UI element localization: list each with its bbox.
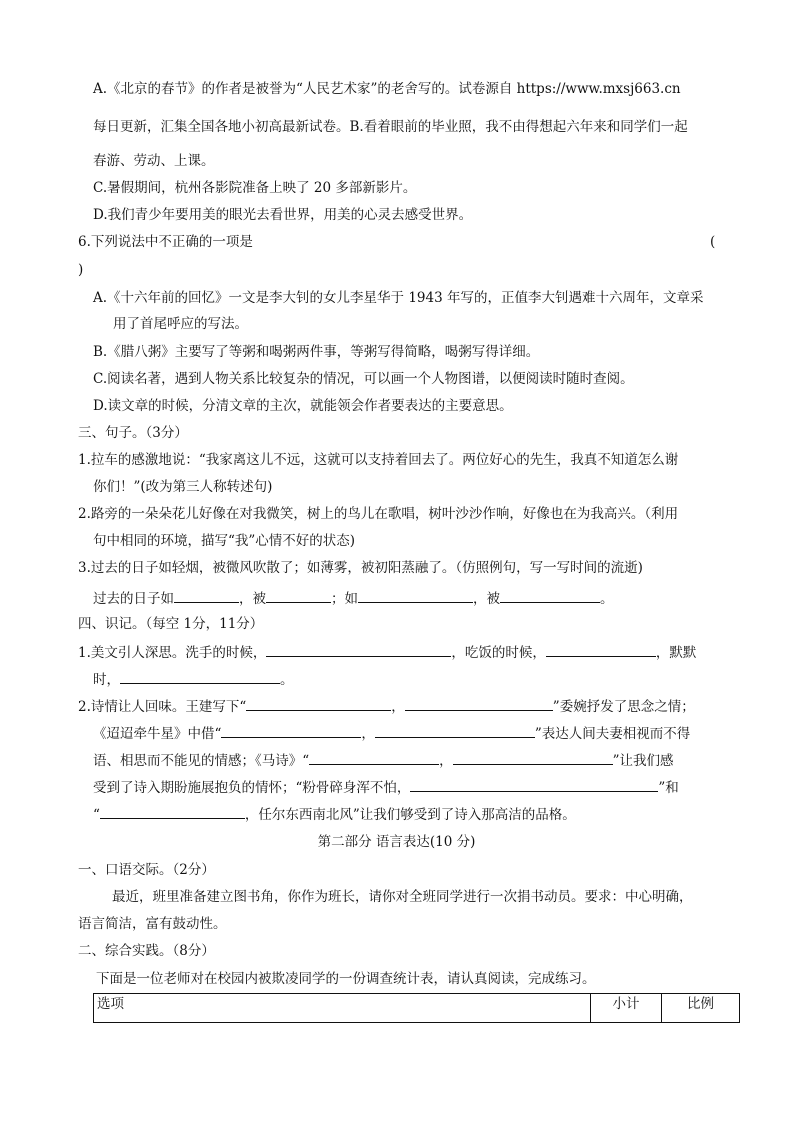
answer-blank[interactable] (266, 588, 331, 603)
s4-q2-text-l: “ (93, 807, 100, 823)
s4-q2-line2 (93, 723, 690, 743)
s4-q1-text-b: ，吃饭的时候， (451, 645, 546, 661)
table-header-row (94, 994, 740, 1023)
q6-paren-close: ) (78, 262, 84, 278)
s4-q2-text-d: 《迢迢牵牛星》中借“ (93, 726, 222, 742)
s4-q2-text-i: ”让我们感 (612, 753, 674, 769)
s4-q2-text-e: ， (361, 726, 375, 742)
answer-blank[interactable] (100, 804, 245, 819)
s4-q2-line3 (93, 750, 674, 770)
s3-q3-line1: 3.过去的日子如轻烟，被微风吹散了；如薄雾，被初阳蒸融了。（仿照例句，写一写时间的流逝) (78, 560, 643, 576)
s4-q2-text-a: 2.诗情让人回味。王建写下“ (78, 699, 247, 715)
table-header-ratio: 比例 (662, 994, 740, 1023)
q6-option-a-line2: 用了首尾呼应的写法。 (113, 316, 248, 332)
s4-q2-text-h: ， (439, 753, 453, 769)
part2-s1-heading: 一、口语交际。（2分） (78, 862, 215, 878)
part2-s1-line2: 语言简洁，富有鼓动性。 (78, 916, 227, 932)
s4-q2-text-g: 语、相思而不能见的情感；《马诗》“ (93, 753, 310, 769)
s4-q2-text-c: ”委婉抒发了思念之情； (552, 699, 695, 715)
q6-stem: 6.下列说法中不正确的一项是 (78, 234, 253, 250)
q5-option-d: D.我们青少年要用美的眼光去看世界，用美的心灵去感受世界。 (93, 207, 473, 223)
s4-q1-text-a: 1.美文引人深思。洗手的时候， (78, 645, 267, 661)
s4-q2-line5 (93, 804, 576, 824)
q5-option-c: C.暑假期间，杭州各影院准备上映了 20 多部新影片。 (93, 180, 417, 196)
s3-q3-fill-line (93, 588, 614, 608)
s3-q3-fill-text-4: ，被 (473, 591, 500, 607)
s3-q2-line2: 句中相同的环境，描写“我”心情不好的状态) (93, 533, 356, 549)
part2-s2-heading: 二、综合实践。（8分） (78, 943, 215, 959)
part2-s1-line1: 最近，班里准备建立图书角，你作为班长，请你对全班同学进行一次捐书动员。要求：中心明确， (112, 889, 693, 905)
s3-q3-fill-text-3: ；如 (331, 591, 358, 607)
s3-q3-fill-text-5: 。 (600, 591, 614, 607)
s4-q2-line1 (78, 696, 695, 716)
s4-q2-text-f: ”表达人间夫妻相视而不得 (534, 726, 691, 742)
q6-option-d: D.读文章的时候，分清文章的主次，就能领会作者要表达的主要意思。 (93, 398, 513, 414)
q5-option-b-line2: 春游、劳动、上课。 (93, 153, 215, 169)
s4-q2-text-m: ，任尔东西南北风”让我们够受到了诗入那高洁的品格。 (244, 807, 576, 823)
s4-q1-line1 (78, 642, 696, 662)
table-header-option: 选项 (94, 994, 591, 1023)
s4-q2-text-j: 受到了诗入期盼施展抱负的情怀；“粉骨碎身浑不怕， (93, 780, 411, 796)
s3-q3-fill-text-1: 过去的日子如 (93, 591, 174, 607)
s4-q1-text-c: ，默默 (655, 645, 697, 661)
q6-option-a-line1: A.《十六年前的回忆》一文是李大钊的女儿李星华于 1943 年写的，正值李大钊遇难十六周年，文章采 (93, 290, 704, 306)
part2-title: 第二部分 语言表达(10 分) (317, 834, 476, 850)
s4-q1-text-e: 。 (280, 672, 294, 688)
answer-blank[interactable] (500, 588, 600, 603)
q5-option-b-line1: 每日更新，汇集全国各地小初高最新试卷。B.看着眼前的毕业照，我不由得想起六年来和同学们一起 (93, 119, 688, 135)
section4-heading: 四、识记。（每空 1分，11分） (78, 616, 264, 632)
answer-blank[interactable] (221, 723, 361, 738)
answer-blank[interactable] (246, 696, 391, 711)
answer-blank[interactable] (546, 642, 656, 657)
s4-q2-text-k: ”和 (658, 780, 679, 796)
table-header-subtotal: 小计 (591, 994, 662, 1023)
answer-blank[interactable] (410, 777, 658, 792)
s4-q2-line4 (93, 777, 679, 797)
s4-q2-text-b: ， (391, 699, 405, 715)
answer-blank[interactable] (405, 696, 553, 711)
answer-blank[interactable] (174, 588, 239, 603)
q6-option-b: B.《腊八粥》主要写了等粥和喝粥两件事，等粥写得简略，喝粥写得详细。 (93, 344, 540, 360)
section3-heading: 三、句子。（3分） (78, 425, 188, 441)
answer-blank[interactable] (358, 588, 473, 603)
answer-blank[interactable] (266, 642, 451, 657)
s3-q3-fill-text-2: ，被 (239, 591, 266, 607)
q6-option-c: C.阅读名著，遇到人物关系比较复杂的情况，可以画一个人物图谱，以便阅读时随时查阅。 (93, 371, 634, 387)
q5-option-a-line1: A.《北京的春节》的作者是被誉为“人民艺术家”的老舍写的。试卷源自 https://www.mxsj663.cn (93, 81, 681, 97)
s4-q1-text-d: 时， (93, 672, 120, 688)
part2-s2-intro: 下面是一位老师对在校园内被欺凌同学的一份调查统计表，请认真阅读，完成练习。 (96, 971, 596, 987)
answer-blank[interactable] (309, 750, 439, 765)
s3-q1-line1: 1.拉车的感激地说：“我家离这儿不远，这就可以支持着回去了。两位好心的先生，我真不知道怎么谢 (78, 452, 679, 468)
answer-blank[interactable] (453, 750, 613, 765)
answer-blank[interactable] (120, 669, 280, 684)
s3-q1-line2: 你们！”(改为第三人称转述句) (93, 479, 273, 495)
s3-q2-line1: 2.路旁的一朵朵花儿好像在对我微笑，树上的鸟儿在歌唱，树叶沙沙作响，好像也在为我高兴。（利用 (78, 506, 679, 522)
s4-q1-line2 (93, 669, 294, 689)
answer-blank[interactable] (375, 723, 535, 738)
q6-paren-open: ( (710, 234, 716, 250)
survey-table (93, 993, 740, 1023)
